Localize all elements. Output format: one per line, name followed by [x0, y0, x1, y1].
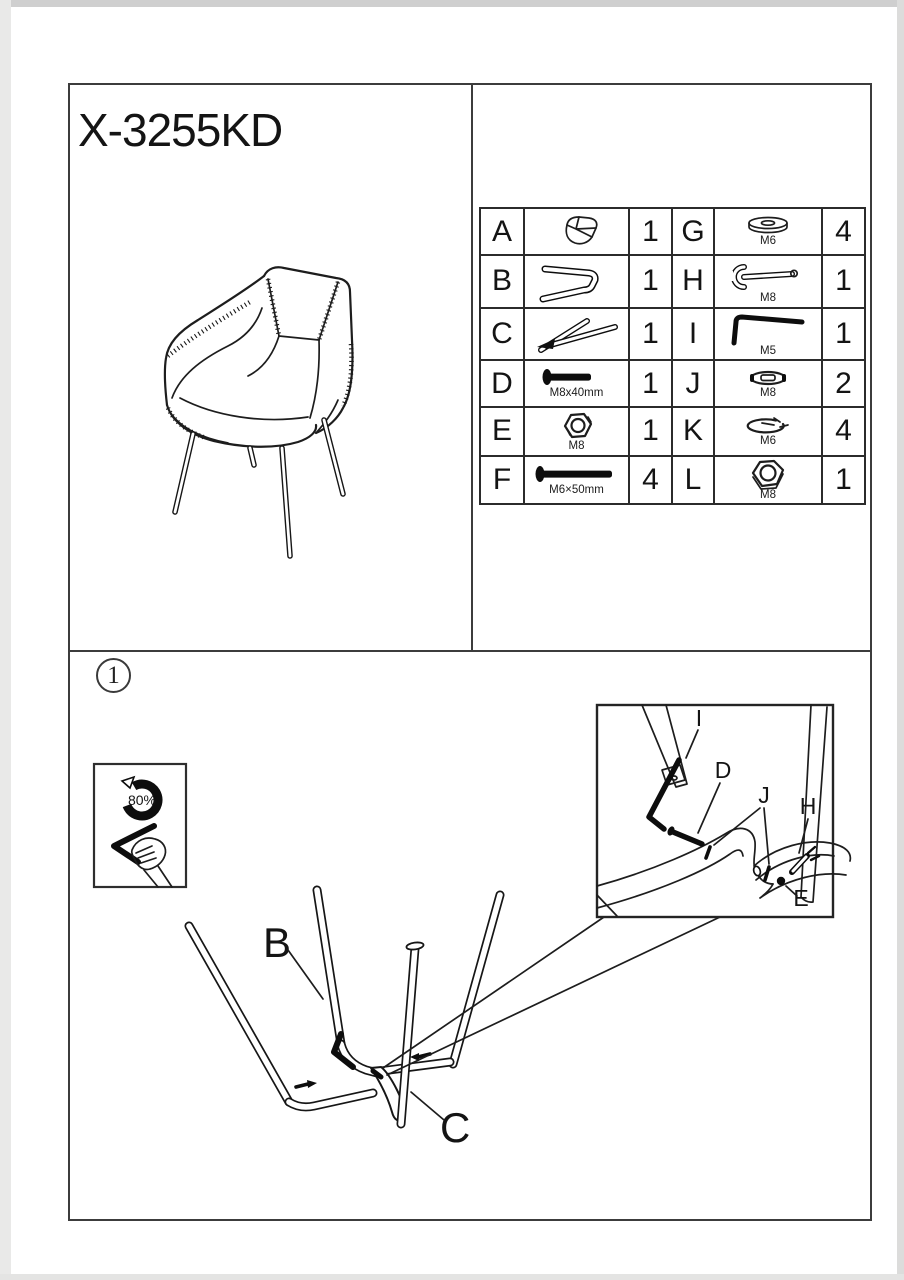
model-number-title: X-3255KD — [78, 104, 283, 156]
label-part-d: D — [714, 757, 732, 783]
manual-sheet — [11, 7, 897, 1274]
part-letter: H — [672, 255, 714, 308]
part-letter: C — [480, 308, 524, 361]
magnified-detail-inset — [597, 705, 850, 917]
part-letter: G — [672, 208, 714, 255]
part-qty: 1 — [629, 208, 672, 255]
torque-instruction-box — [94, 764, 186, 887]
hex-nut-large-icon — [722, 457, 814, 493]
chair-back-and-arms — [165, 267, 353, 433]
leg-frame-c-icon — [531, 312, 623, 356]
part-icon-cell — [524, 360, 629, 407]
parts-row — [480, 308, 865, 361]
chair-seat-icon — [531, 213, 623, 251]
step1-assembly-diagram — [70, 650, 869, 1218]
part-letter: E — [480, 407, 524, 456]
label-part-j: J — [758, 782, 770, 808]
part-spec: M6×50mm — [549, 483, 604, 496]
part-icon-cell — [714, 208, 822, 255]
part-spec: M8x40mm — [549, 387, 604, 400]
part-letter: D — [480, 360, 524, 407]
leg-frame-b-icon — [531, 260, 623, 304]
part-qty: 1 — [822, 255, 865, 308]
parts-row — [480, 456, 865, 505]
part-icon-cell — [524, 456, 629, 505]
label-part-c: C — [440, 1104, 471, 1151]
scan-edge-right — [897, 0, 904, 1280]
parts-row — [480, 255, 865, 308]
parts-row — [480, 407, 865, 456]
part-spec: M6 — [760, 235, 776, 248]
part-qty: 1 — [822, 456, 865, 505]
part-qty: 1 — [629, 360, 672, 407]
part-letter: I — [672, 308, 714, 361]
scan-edge-bottom — [0, 1274, 904, 1280]
chair-line-drawing — [110, 248, 410, 568]
chair-legs — [175, 420, 343, 556]
diagram-part-labels — [263, 919, 470, 1151]
part-icon-cell — [524, 407, 629, 456]
part-qty: 4 — [822, 208, 865, 255]
part-letter: A — [480, 208, 524, 255]
part-icon-cell — [714, 360, 822, 407]
parts-row — [480, 208, 865, 255]
leg-tube-cap — [406, 941, 424, 950]
part-spec: M8 — [568, 440, 585, 452]
part-qty: 1 — [629, 407, 672, 456]
part-letter: K — [672, 407, 714, 456]
part-icon-cell — [714, 255, 822, 308]
torque-percent-label: 80% — [127, 792, 157, 808]
callout-line-2 — [387, 917, 720, 1075]
part-letter: J — [672, 360, 714, 407]
label-part-i: I — [695, 705, 703, 731]
wrench-icon — [722, 256, 814, 296]
part-icon-cell — [524, 255, 629, 308]
part-letter: B — [480, 255, 524, 308]
vertical-divider — [471, 85, 473, 650]
part-spec: M8 — [760, 292, 776, 304]
part-letter: L — [672, 456, 714, 505]
part-icon-cell — [714, 308, 822, 361]
step-number: 1 — [107, 661, 120, 689]
part-qty: 4 — [629, 456, 672, 505]
label-part-h: H — [799, 793, 817, 819]
page-frame — [68, 83, 872, 1221]
part-icon-cell — [714, 407, 822, 456]
part-qty: 2 — [822, 360, 865, 407]
part-spec: M8 — [760, 387, 776, 400]
hex-nut-icon — [531, 408, 623, 444]
part-spec: M8 — [760, 488, 776, 501]
part-letter: F — [480, 456, 524, 505]
scan-edge-top — [0, 0, 904, 7]
part-qty: 1 — [822, 308, 865, 361]
part-spec: M5 — [760, 344, 776, 357]
part-spec: M6 — [760, 435, 776, 447]
part-qty: 4 — [822, 407, 865, 456]
allen-key-icon — [722, 309, 814, 349]
leg-frames-assembly — [189, 890, 500, 1124]
parts-row — [480, 360, 865, 407]
label-part-b: B — [263, 919, 292, 966]
callout-line-1 — [383, 917, 604, 1068]
part-qty: 1 — [629, 308, 672, 361]
part-icon-cell — [524, 208, 629, 255]
label-part-e: E — [793, 885, 809, 911]
part-icon-cell — [714, 456, 822, 505]
parts-table — [479, 207, 866, 505]
part-icon-cell — [524, 308, 629, 361]
part-qty: 1 — [629, 255, 672, 308]
scan-edge-left — [0, 0, 11, 1280]
